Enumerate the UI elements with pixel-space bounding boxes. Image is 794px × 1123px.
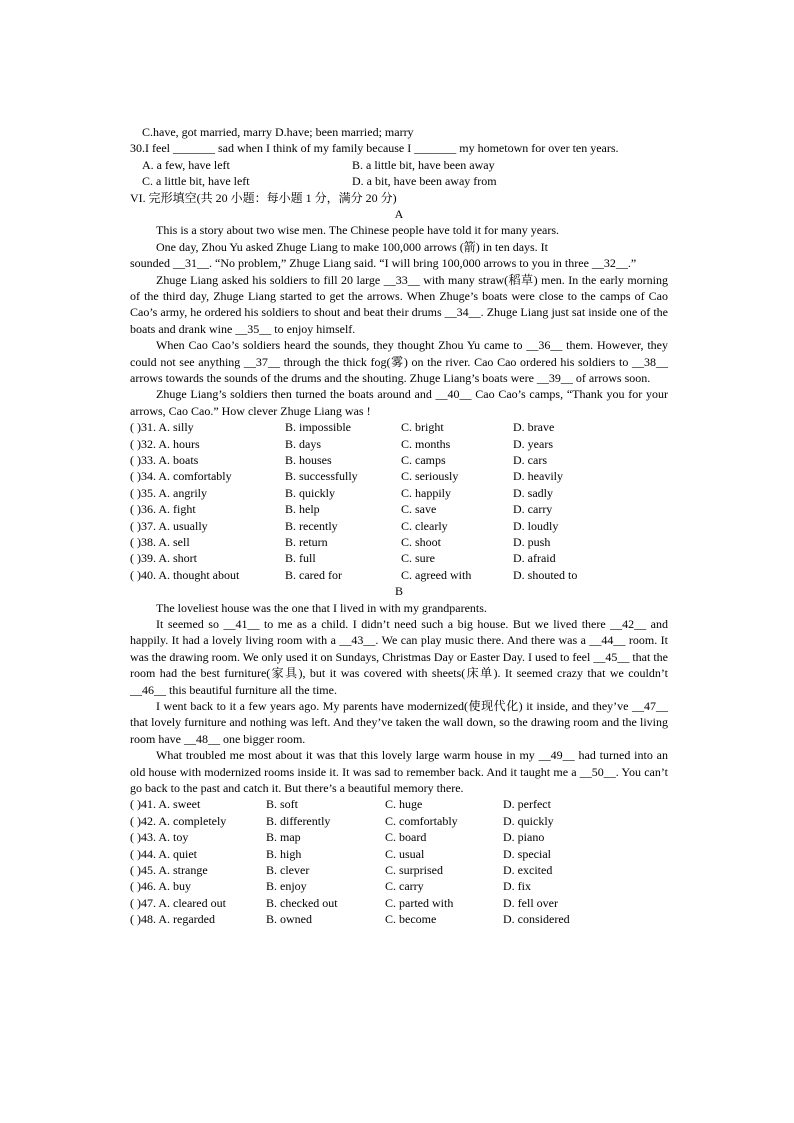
- question-row: [130, 813, 668, 829]
- question-number-option-a: ( )48. A. regarded: [130, 912, 215, 927]
- option-c: C. bright: [401, 420, 444, 435]
- passage-a-paragraph: Zhuge Liang’s soldiers then turned the boats around and __40__ Cao Cao’s camps, “Thank you for your arrows, Cao Cao.” How clever Zhuge Liang was !: [130, 387, 668, 418]
- option-b: B. days: [285, 436, 321, 451]
- question-row: [130, 796, 668, 812]
- passage-b-paragraph: I went back to it a few years ago. My parents have modernized(使现代化) it inside, and they’ve __47__ that lovely furniture and nothing was left. And they’ve taken the wall down, so the drawing room and the living room have __48__ one bigger room.: [130, 699, 668, 746]
- q30-option-c: C. a little bit, have left: [142, 174, 250, 189]
- option-d: D. perfect: [503, 797, 551, 812]
- option-b: B. successfully: [285, 469, 358, 484]
- passage-a: [130, 222, 668, 419]
- option-d: D. heavily: [513, 469, 563, 484]
- question-number-option-a: ( )47. A. cleared out: [130, 895, 226, 910]
- option-d: D. carry: [513, 502, 553, 517]
- option-d: D. shouted to: [513, 567, 578, 582]
- option-c: C. comfortably: [385, 813, 458, 828]
- option-d: D. sadly: [513, 485, 553, 500]
- question-number-option-a: ( )38. A. sell: [130, 535, 190, 550]
- option-d: D. cars: [513, 453, 547, 468]
- question-row: [130, 862, 668, 878]
- option-c: C. sure: [401, 551, 435, 566]
- question-number-option-a: ( )40. A. thought about: [130, 567, 240, 582]
- question-row: [130, 485, 668, 501]
- question-number-option-a: ( )45. A. strange: [130, 863, 208, 878]
- option-c: C. shoot: [401, 535, 442, 550]
- option-c: C. usual: [385, 846, 425, 861]
- option-c: C. board: [385, 830, 427, 845]
- question-number-option-a: ( )33. A. boats: [130, 453, 199, 468]
- question-number-option-a: ( )34. A. comfortably: [130, 469, 232, 484]
- option-b: B. quickly: [285, 485, 335, 500]
- question-row: [130, 567, 668, 583]
- option-b: B. high: [266, 846, 302, 861]
- question-row: [130, 436, 668, 452]
- question-row: [130, 501, 668, 517]
- passage-b-paragraph: What troubled me most about it was that this lovely large warm house in my __49__ had turned into an old house with modernized rooms inside it. It was sad to remember back. And it taught me a __50__. You can’t go back to the past and catch it. But there’s a beautiful memory there.: [130, 748, 668, 796]
- option-d: D. push: [513, 535, 551, 550]
- question-number-option-a: ( )39. A. short: [130, 551, 197, 566]
- question-number-option-a: ( )32. A. hours: [130, 436, 200, 451]
- question-number-option-a: ( )37. A. usually: [130, 518, 208, 533]
- option-c: C. happily: [401, 485, 451, 500]
- option-d: D. special: [503, 846, 551, 861]
- passage-a-label: A: [394, 207, 404, 221]
- passage-b-paragraph: It seemed so __41__ to me as a child. I didn’t need such a big house. But we lived there __42__ and happily. It had a lovely living room with a __43__. We can play music there. And there was a __44__ room. It was the drawing room. We only used it on Sundays, Christmas Day or Easter Day. I used to feel __45__ that the room had the best furniture(家具), but it was covered with sheets(床单). It seemed crazy that we couldn’t __46__ this beautiful furniture all the time.: [130, 617, 668, 697]
- option-c: C. become: [385, 912, 437, 927]
- q30-option-a: A. a few, have left: [142, 157, 230, 172]
- option-c: C. parted with: [385, 895, 454, 910]
- option-b: B. differently: [266, 813, 331, 828]
- option-b: B. map: [266, 830, 301, 845]
- option-b: B. owned: [266, 912, 312, 927]
- option-d: D. fell over: [503, 895, 558, 910]
- passage-a-paragraph: sounded __31__. “No problem,” Zhuge Liang said. “I will bring 100,000 arrows to you in three __32__.”: [130, 256, 637, 271]
- option-d: D. considered: [503, 912, 570, 927]
- question-row: [130, 452, 668, 468]
- option-b: B. impossible: [285, 420, 352, 435]
- passage-a-paragraph: One day, Zhou Yu asked Zhuge Liang to make 100,000 arrows (箭) in ten days. It: [156, 239, 549, 254]
- question-row: [130, 468, 668, 484]
- passage-b: [130, 600, 668, 797]
- q30-option-d: D. a bit, have been away from: [352, 174, 497, 189]
- option-b: B. houses: [285, 453, 332, 468]
- question-row: [130, 846, 668, 862]
- passage-a-paragraph: When Cao Cao’s soldiers heard the sounds, they thought Zhou Yu came to __36__ them. However, they could not see anything __37__ through the thick fog(雾) on the river. Cao Cao ordered his soldiers to __38__ arrows towards the sounds of the drums and the shouting. Zhuge Liang’s boats were __39__ of arrows soon.: [130, 338, 668, 386]
- question-number-option-a: ( )31. A. silly: [130, 420, 194, 435]
- question-row: [130, 911, 668, 927]
- option-c: C. seriously: [401, 469, 459, 484]
- option-c: C. huge: [385, 797, 423, 812]
- option-c: C. camps: [401, 453, 446, 468]
- passage-b-label: B: [394, 584, 403, 599]
- question-number-option-a: ( )35. A. angrily: [130, 485, 207, 500]
- option-d: D. quickly: [503, 813, 554, 828]
- question-number-option-a: ( )46. A. buy: [130, 879, 191, 894]
- question-row: [130, 550, 668, 566]
- question-row: [130, 895, 668, 911]
- question-number-option-a: ( )42. A. completely: [130, 813, 227, 828]
- option-c: C. clearly: [401, 518, 448, 533]
- option-b: B. clever: [266, 863, 310, 878]
- option-b: B. help: [285, 502, 320, 517]
- option-d: D. excited: [503, 863, 553, 878]
- passage-a-paragraph: Zhuge Liang asked his soldiers to fill 20 large __33__ with many straw(稻草) men. In the early morning of the third day, Zhuge Liang started to get the arrows. When Zhuge’s boats were close to the camps of Cao Cao’s army, he ordered his soldiers to shout and beat their drums __34__. Zhuge Liang just sat inside one of the boats and drank wine __35__ to enjoy himself.: [130, 272, 668, 336]
- q30-options-row-1: [130, 157, 668, 173]
- option-c: C. months: [401, 436, 451, 451]
- question-number-option-a: ( )44. A. quiet: [130, 846, 197, 861]
- option-d: D. loudly: [513, 518, 559, 533]
- option-c: C. save: [401, 502, 437, 517]
- option-b: B. full: [285, 551, 316, 566]
- option-d: D. afraid: [513, 551, 556, 566]
- passage-a-paragraph: This is a story about two wise men. The Chinese people have told it for many years.: [156, 223, 560, 238]
- option-c: C. carry: [385, 879, 424, 894]
- q30-option-b: B. a little bit, have been away: [352, 157, 495, 172]
- worksheet: [130, 124, 668, 928]
- question-number-option-a: ( )41. A. sweet: [130, 797, 201, 812]
- option-b: B. enjoy: [266, 879, 307, 894]
- passage-b-paragraph: The loveliest house was the one that I lived in with my grandparents.: [156, 600, 487, 615]
- passage-b-questions: [130, 796, 668, 927]
- option-b: B. soft: [266, 797, 299, 812]
- question-row: [130, 518, 668, 534]
- option-d: D. years: [513, 436, 553, 451]
- option-b: B. cared for: [285, 567, 342, 582]
- q29-options-tail: C.have, got married, marry D.have; been married; marry: [142, 125, 414, 139]
- question-row: [130, 878, 668, 894]
- option-b: B. return: [285, 535, 328, 550]
- option-b: B. checked out: [266, 895, 338, 910]
- question-number-option-a: ( )43. A. toy: [130, 830, 189, 845]
- q30-options-row-2: [130, 173, 668, 189]
- question-row: [130, 534, 668, 550]
- q30-stem: 30.I feel _______ sad when I think of my family because I _______ my hometown for over ten years.: [130, 141, 619, 156]
- question-row: [130, 419, 668, 435]
- section-title: VI. 完形填空(共 20 小题：每小题 1 分，满分 20 分): [130, 190, 397, 205]
- option-b: B. recently: [285, 518, 338, 533]
- passage-a-questions: [130, 419, 668, 583]
- option-c: C. agreed with: [401, 567, 472, 582]
- question-number-option-a: ( )36. A. fight: [130, 502, 196, 517]
- option-d: D. piano: [503, 830, 545, 845]
- option-d: D. brave: [513, 420, 555, 435]
- question-row: [130, 829, 668, 845]
- option-d: D. fix: [503, 879, 531, 894]
- option-c: C. surprised: [385, 863, 443, 878]
